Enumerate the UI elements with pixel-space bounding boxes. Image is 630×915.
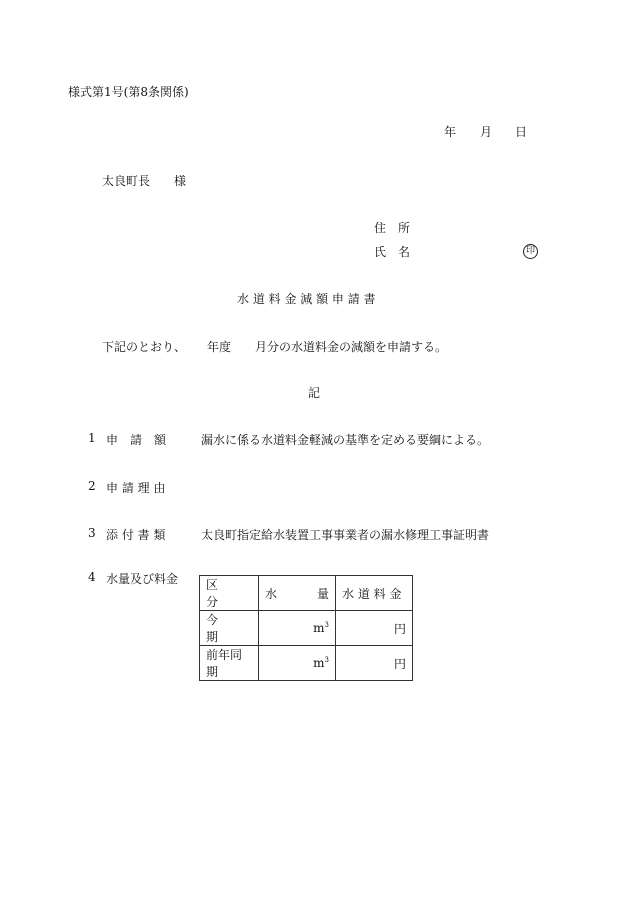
name-label: 氏 名 bbox=[374, 245, 411, 259]
fee-unit: 円 bbox=[393, 621, 406, 636]
fee-cell[interactable] bbox=[336, 646, 413, 681]
volume-unit: m bbox=[313, 621, 325, 635]
item-label: 添 付 書 類 bbox=[106, 528, 166, 542]
water-fee-table bbox=[199, 575, 413, 681]
item-label: 申 請 額 bbox=[106, 433, 167, 447]
fee-unit: 円 bbox=[393, 656, 406, 671]
request-text-part3: 月分の水道料金の減額を申請する。 bbox=[255, 340, 448, 354]
item-label: 水量及び料金 bbox=[106, 572, 179, 586]
header-volume-b: 量 bbox=[316, 586, 329, 601]
item-label: 申 請 理 由 bbox=[106, 481, 166, 495]
header-volume bbox=[259, 576, 336, 611]
request-text-part1: 下記のとおり、 bbox=[102, 340, 187, 354]
volume-unit-sup: 3 bbox=[324, 656, 329, 664]
document-title: 水 道 料 金 減 額 申 請 書 bbox=[237, 292, 376, 306]
item-value: 漏水に係る水道料金軽減の基準を定める要綱による。 bbox=[201, 433, 490, 447]
request-text-part2: 年度 bbox=[207, 340, 232, 354]
date-month-label: 月 bbox=[480, 125, 493, 139]
seal-mark bbox=[523, 242, 538, 259]
item-number: 1 bbox=[88, 431, 96, 445]
volume-cell[interactable] bbox=[259, 646, 336, 681]
table-header-row bbox=[200, 576, 413, 611]
header-fee: 水 道 料 金 bbox=[336, 576, 413, 611]
fee-cell[interactable] bbox=[336, 611, 413, 646]
row-label: 前年同期 bbox=[200, 646, 259, 681]
volume-unit: m bbox=[313, 656, 325, 670]
date-day-label: 日 bbox=[515, 125, 528, 139]
form-number: 様式第1号(第8条関係) bbox=[68, 85, 189, 99]
item-value: 太良町指定給水装置工事事業者の漏水修理工事証明書 bbox=[201, 528, 490, 542]
date-year-label: 年 bbox=[444, 125, 457, 139]
addressee: 太良町長 様 bbox=[102, 174, 187, 188]
address-label: 住 所 bbox=[374, 221, 411, 235]
volume-unit-sup: 3 bbox=[324, 621, 329, 629]
seal-icon: 印 bbox=[523, 244, 538, 259]
header-volume-a: 水 bbox=[265, 586, 278, 601]
item-number: 2 bbox=[88, 479, 96, 493]
row-label: 今 期 bbox=[200, 611, 259, 646]
ki-heading: 記 bbox=[308, 386, 321, 400]
volume-cell[interactable] bbox=[259, 611, 336, 646]
table-row bbox=[200, 646, 413, 681]
header-category: 区 分 bbox=[200, 576, 259, 611]
item-number: 3 bbox=[88, 526, 96, 540]
table-row bbox=[200, 611, 413, 646]
item-number: 4 bbox=[88, 570, 96, 584]
